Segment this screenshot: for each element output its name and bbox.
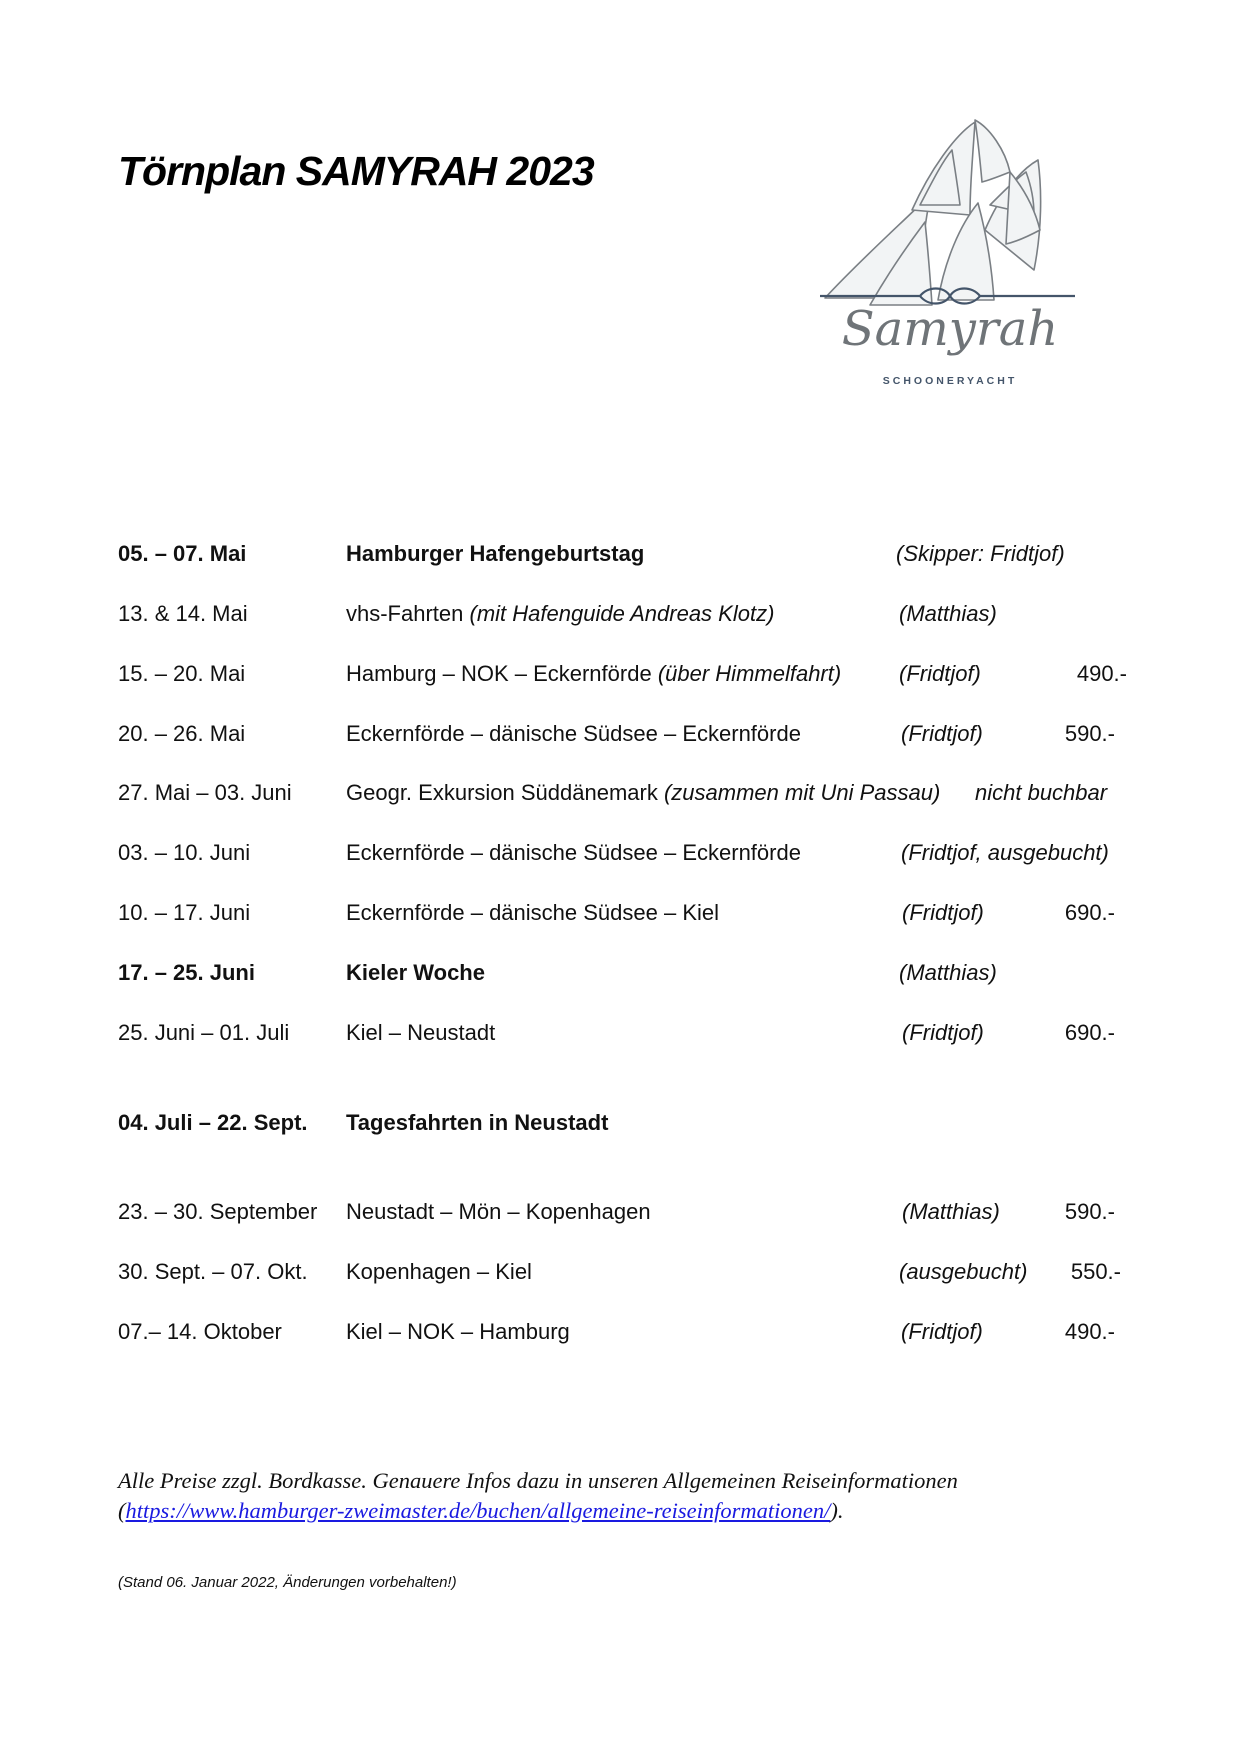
row-trip: Kieler Woche bbox=[346, 960, 485, 985]
row-skipper: (Fridtjof) bbox=[899, 661, 981, 686]
row-skipper: (Fridtjof) bbox=[902, 900, 984, 925]
row-trip: Geogr. Exkursion Süddänemark (zusammen mit Uni Passau) bbox=[346, 780, 941, 805]
row-date: 27. Mai – 03. Juni bbox=[118, 780, 292, 805]
row-trip-note: (zusammen mit Uni Passau) bbox=[663, 780, 941, 805]
row-price: 690.- bbox=[1064, 1020, 1115, 1045]
page-title: Törnplan SAMYRAH 2023 bbox=[118, 148, 594, 194]
row-price: 550.- bbox=[1070, 1259, 1121, 1284]
row-date: 17. – 25. Juni bbox=[118, 960, 255, 985]
row-skipper: (ausgebucht) bbox=[899, 1259, 1028, 1284]
row-price: 590.- bbox=[1064, 721, 1115, 746]
row-skipper: (Matthias) bbox=[899, 960, 997, 985]
row-skipper: (Fridtjof) bbox=[901, 721, 983, 746]
schedule-row bbox=[0, 1106, 1240, 1140]
schedule-row bbox=[0, 896, 1240, 930]
row-price: 590.- bbox=[1064, 1199, 1115, 1224]
row-date: 05. – 07. Mai bbox=[118, 541, 247, 566]
row-trip: Hamburger Hafengeburtstag bbox=[346, 541, 645, 566]
row-trip: Kiel – NOK – Hamburg bbox=[346, 1319, 570, 1344]
row-date: 13. & 14. Mai bbox=[118, 601, 248, 626]
row-skipper: (Fridtjof, ausgebucht) bbox=[901, 840, 1109, 865]
logo-name: Samyrah bbox=[841, 301, 1059, 357]
schedule-row bbox=[0, 1255, 1240, 1289]
row-price: 490.- bbox=[1064, 1319, 1115, 1344]
status-note: (Stand 06. Januar 2022, Änderungen vorbehalten!) bbox=[118, 1574, 457, 1591]
row-date: 23. – 30. September bbox=[118, 1199, 318, 1224]
row-trip: Eckernförde – dänische Südsee – Eckernförde bbox=[346, 840, 801, 865]
schedule-row bbox=[0, 537, 1240, 571]
schooner-sails-logo-icon bbox=[820, 110, 1120, 440]
row-date: 20. – 26. Mai bbox=[118, 721, 246, 746]
row-date: 25. Juni – 01. Juli bbox=[118, 1020, 290, 1045]
row-date: 03. – 10. Juni bbox=[118, 840, 251, 865]
row-skipper: (Skipper: Fridtjof) bbox=[896, 541, 1065, 566]
row-trip: Tagesfahrten in Neustadt bbox=[346, 1110, 609, 1135]
row-trip: Kopenhagen – Kiel bbox=[346, 1259, 532, 1284]
reiseinformationen-link[interactable]: https://www.hamburger-zweimaster.de/buchen/allgemeine-reiseinformationen/ bbox=[125, 1498, 831, 1523]
row-trip: Hamburg – NOK – Eckernförde (über Himmelfahrt) bbox=[346, 661, 842, 686]
row-date: 30. Sept. – 07. Okt. bbox=[118, 1259, 308, 1284]
schedule-row bbox=[0, 776, 1240, 810]
row-skipper: (Matthias) bbox=[899, 601, 997, 626]
price-info-text: Alle Preise zzgl. Bordkasse. Genauere Infos dazu in unseren Allgemeinen Reiseinformationen ( bbox=[118, 1468, 958, 1523]
schedule-row bbox=[0, 956, 1240, 990]
row-date: 15. – 20. Mai bbox=[118, 661, 246, 686]
row-skipper: (Fridtjof) bbox=[901, 1319, 983, 1344]
row-date: 10. – 17. Juni bbox=[118, 900, 251, 925]
logo-subtitle: SCHOONERYACHT bbox=[882, 375, 1018, 387]
schedule-row bbox=[0, 1016, 1240, 1050]
schedule-row bbox=[0, 836, 1240, 870]
row-trip-note: (über Himmelfahrt) bbox=[657, 661, 842, 686]
row-trip-note: (mit Hafenguide Andreas Klotz) bbox=[469, 601, 775, 626]
samyrah-logo bbox=[820, 110, 1120, 440]
schedule-row bbox=[0, 717, 1240, 751]
row-trip: Eckernförde – dänische Südsee – Eckernförde bbox=[346, 721, 801, 746]
row-skipper: (Matthias) bbox=[902, 1199, 1000, 1224]
row-date: 04. Juli – 22. Sept. bbox=[118, 1110, 308, 1135]
row-price: 690.- bbox=[1064, 900, 1115, 925]
row-trip: Kiel – Neustadt bbox=[346, 1020, 496, 1045]
row-trip: vhs-Fahrten (mit Hafenguide Andreas Klotz) bbox=[346, 601, 775, 626]
schedule-row bbox=[0, 597, 1240, 631]
row-date: 07.– 14. Oktober bbox=[118, 1319, 282, 1344]
row-skipper: nicht buchbar bbox=[975, 780, 1108, 805]
price-info-text-end: ). bbox=[830, 1498, 844, 1523]
price-info-paragraph bbox=[118, 1466, 1128, 1526]
row-skipper: (Fridtjof) bbox=[902, 1020, 984, 1045]
row-trip: Neustadt – Mön – Kopenhagen bbox=[346, 1199, 651, 1224]
schedule-row bbox=[0, 657, 1240, 691]
row-trip: Eckernförde – dänische Südsee – Kiel bbox=[346, 900, 720, 925]
schedule-row bbox=[0, 1195, 1240, 1229]
row-price: 490.- bbox=[1076, 661, 1127, 686]
schedule-row bbox=[0, 1315, 1240, 1349]
